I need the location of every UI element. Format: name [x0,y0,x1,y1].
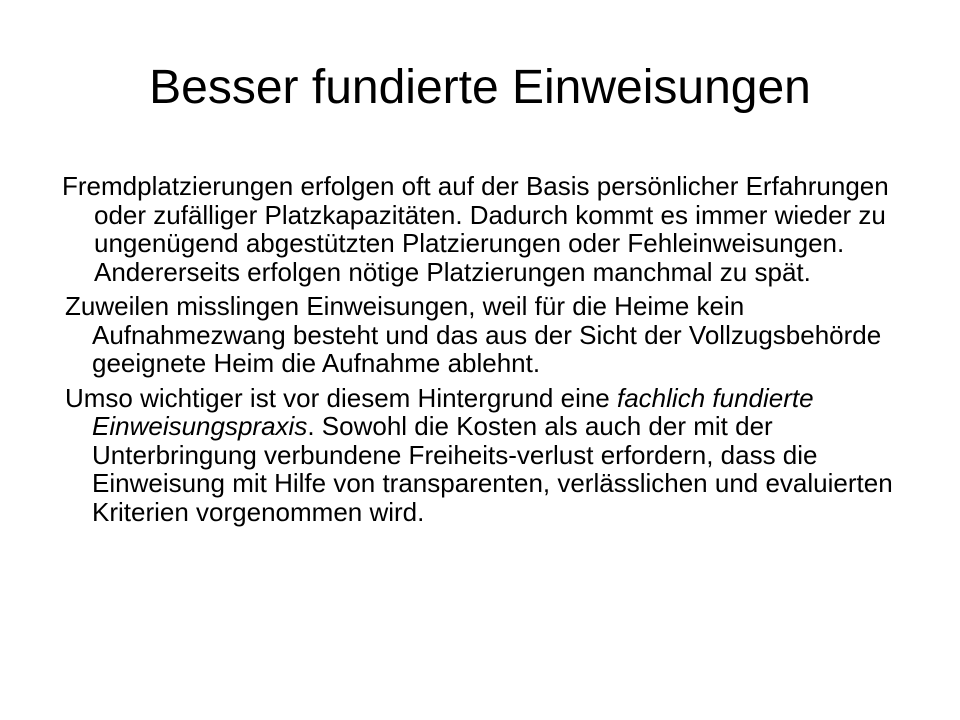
paragraph-3-rest: . Sowohl die Kosten als auch der mit der Unterbringung verbundene Freiheits-verlust erfordern, dass die Einweisung mit Hilfe von transparenten, verlässlichen und evaluierten Kriterien vorgenommen wird. [92,411,893,527]
slide-title: Besser fundierte Einweisungen [149,61,811,114]
paragraph-2: Zuweilen misslingen Einweisungen, weil für die Heime kein Aufnahmezwang besteht und das aus der Sicht der Vollzugsbehörde geeignete Heim die Aufnahme ablehnt. [65,291,882,378]
paragraph-3-emphasis: fachlich fundierte Einweisungspraxis [92,382,814,441]
paragraph-3-intro: Umso wichtiger ist vor diesem Hintergrund eine [65,382,617,413]
slide-body [62,172,902,526]
paragraph-1: Fremdplatzierungen erfolgen oft auf der Basis persönlicher Erfahrungen oder zufälliger Platzkapazitäten. Dadurch kommt es immer wieder zu ungenügend abgestützten Platzierungen oder Fehleinweisungen. Andererseits erfolgen nötige Platzierungen manchmal zu spät. [62,171,889,287]
paragraph-3 [62,384,902,527]
